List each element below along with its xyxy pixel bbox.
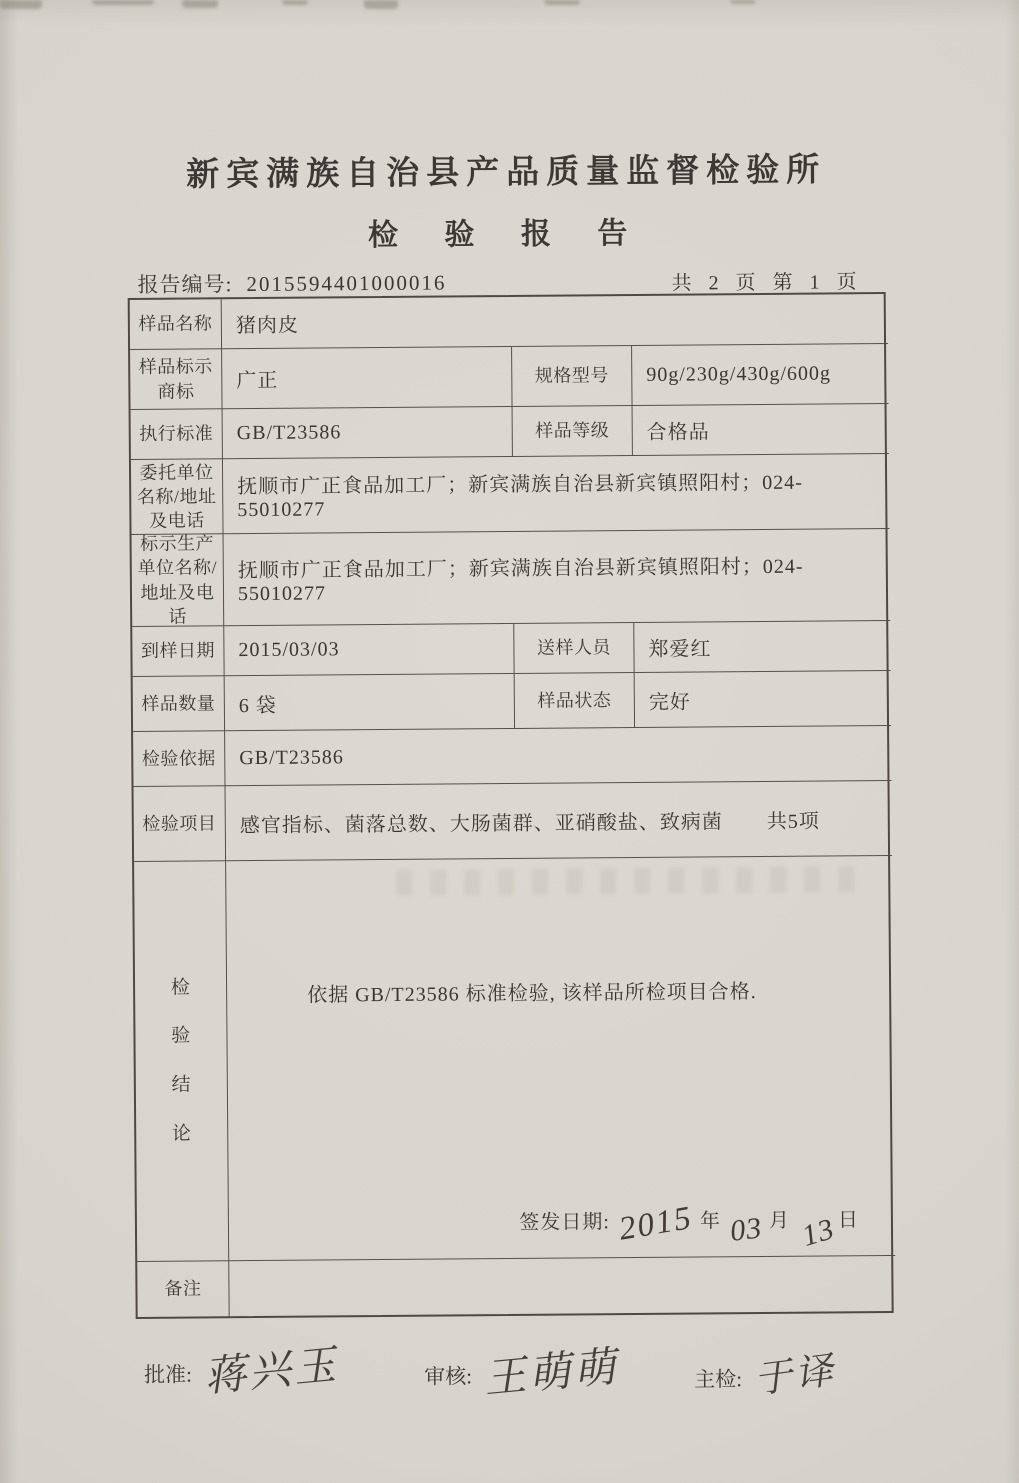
field-value-spec: 90g/230g/430g/600g: [632, 344, 888, 406]
conclusion-label-char: 检: [170, 977, 191, 999]
inspect-signature-handwritten: 于译: [751, 1349, 839, 1402]
items-count: 共5项: [766, 810, 820, 833]
field-value-condition: 完好: [635, 671, 891, 728]
issue-date-year-handwritten: 2015: [616, 1199, 696, 1248]
bleed-through-smudge: [396, 866, 866, 896]
page-info: 共 2 页 第 1 页: [671, 271, 863, 295]
field-value-client: 抚顺市广正食品加工厂；新宾满族自治县新宾镇照阳村；024-55010277: [223, 454, 890, 534]
field-label-items: 检验项目: [134, 786, 227, 862]
items-list: 感官指标、菌落总数、大肠菌群、亚硝酸盐、致病菌: [239, 810, 723, 837]
field-label-trademark: 样品标示商标: [130, 349, 222, 410]
issue-date-month-unit: 月: [768, 1209, 791, 1232]
inspector-signature-block: [694, 1341, 839, 1402]
field-value-exec-standard: GB/T23586: [223, 407, 513, 459]
field-value-quantity: 6 袋: [225, 674, 515, 731]
field-value-producer: 抚顺市广正食品加工厂；新宾满族自治县新宾镇照阳村；024-55010277: [224, 529, 891, 626]
issue-date: [519, 1198, 860, 1253]
field-value-sample-grade: 合格品: [633, 404, 889, 456]
report-number-label: 报告编号:: [137, 272, 233, 297]
report-title: 检 验 报 告: [367, 215, 646, 254]
field-value-arrival-date: 2015/03/03: [224, 624, 514, 676]
approve-label: 批准:: [144, 1362, 193, 1387]
field-value-basis: GB/T23586: [225, 726, 891, 786]
approve-signature-handwritten: 蒋兴玉: [202, 1342, 341, 1402]
report-number-value: 2015594401000016: [246, 270, 447, 297]
field-label-deliverer: 送样人员: [514, 623, 634, 674]
field-label-spec: 规格型号: [512, 346, 632, 407]
issue-date-label: 签发日期:: [519, 1211, 611, 1234]
approver-signature-block: [144, 1333, 341, 1402]
conclusion-text: 依据 GB/T23586 标准检验, 该样品所检项目合格.: [307, 981, 757, 1007]
issue-date-year-unit: 年: [699, 1210, 722, 1233]
field-value-remarks: [229, 1256, 895, 1316]
conclusion-label-char: 结: [171, 1074, 192, 1096]
field-label-condition: 样品状态: [515, 673, 635, 729]
field-label-basis: 检验依据: [133, 731, 225, 787]
field-label-arrival-date: 到样日期: [132, 626, 224, 677]
field-label-client: 委托单位名称/地址及电话: [131, 459, 224, 535]
field-label-exec-standard: 执行标准: [131, 409, 223, 460]
inspect-label: 主检:: [694, 1367, 743, 1392]
review-signature-handwritten: 王萌萌: [482, 1344, 621, 1403]
field-value-trademark: 广正: [222, 347, 512, 409]
field-label-sample-grade: 样品等级: [513, 406, 633, 457]
review-label: 审核:: [424, 1364, 473, 1389]
field-label-producer: 标示生产单位名称/地址及电话: [132, 534, 225, 627]
field-value-deliverer: 郑爱红: [634, 621, 890, 673]
org-title: 新宾满族自治县产品质量监督检验所: [186, 149, 827, 194]
field-value-items: [226, 781, 893, 861]
field-label-conclusion: [134, 861, 229, 1262]
field-value-sample-name: 猪肉皮: [222, 294, 888, 349]
report-table: [128, 292, 894, 1319]
issue-date-day-unit: 日: [837, 1209, 860, 1232]
issue-date-day-handwritten: 13: [798, 1212, 839, 1253]
field-label-quantity: 样品数量: [133, 676, 225, 732]
conclusion-label-char: 论: [171, 1123, 192, 1145]
reviewer-signature-block: [424, 1335, 621, 1403]
field-value-conclusion: [226, 856, 895, 1261]
field-label-remarks: 备注: [137, 1261, 229, 1317]
issue-date-month-handwritten: 03: [728, 1211, 764, 1248]
conclusion-label-char: 验: [171, 1025, 191, 1048]
field-label-sample-name: 样品名称: [130, 299, 222, 350]
report-number: [137, 266, 446, 298]
